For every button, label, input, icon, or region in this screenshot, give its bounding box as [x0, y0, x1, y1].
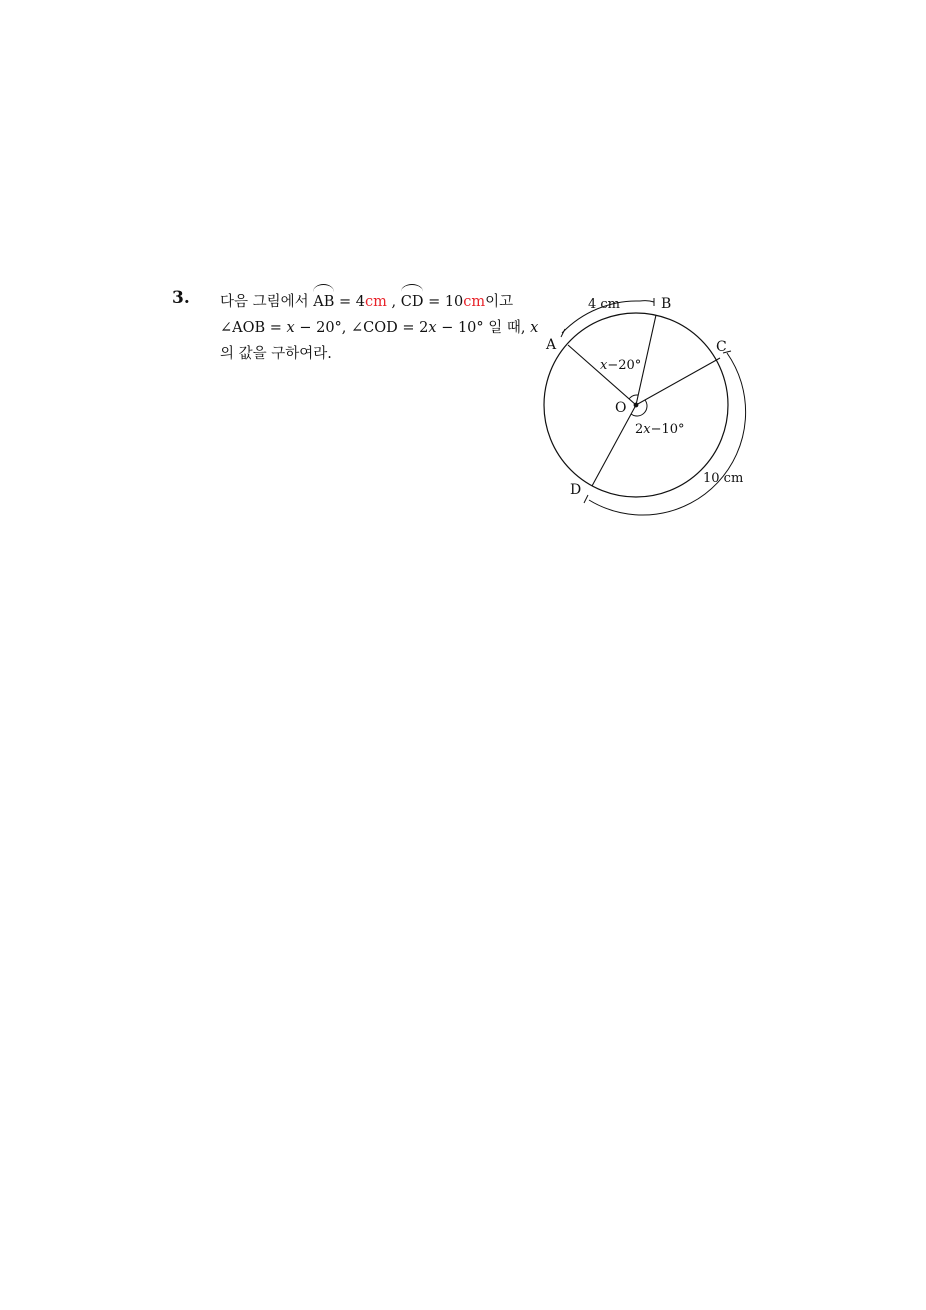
arc-ab-end-join — [640, 301, 654, 302]
arc-ab-length-label: 4 cm — [588, 297, 621, 312]
angle-aob-mark — [629, 395, 638, 399]
angle-cod-label-num: 2 — [635, 422, 644, 437]
arc-cd-length-label: 10 cm — [703, 471, 744, 486]
arc-cd-symbol: CD — [401, 287, 424, 315]
angle-aob-label-var: x — [600, 358, 608, 373]
cod-variable: x — [428, 320, 437, 336]
problem-korean-intro: 다음 그림에서 — [220, 294, 309, 310]
angle-aob-label-rest: −20° — [607, 358, 642, 373]
angle-aob-label — [600, 358, 641, 373]
problem-korean-when: 일 때, — [488, 320, 526, 336]
arc-cd-length: 10 — [444, 294, 464, 310]
point-b-label: B — [661, 296, 672, 312]
problem-korean-question: 의 값을 구하여라. — [220, 346, 332, 362]
arc-cd-unit: cm — [463, 294, 486, 310]
cod-constant: − 10° — [441, 320, 484, 336]
arc-ab-length: 4 — [355, 294, 366, 310]
angle-aob-symbol: ∠AOB — [220, 320, 266, 336]
radius-oc — [636, 358, 720, 405]
target-variable: x — [530, 320, 539, 336]
cod-coefficient: 2 — [419, 320, 429, 336]
aob-constant: − 20°, — [299, 320, 347, 336]
equals-sign-4: = — [402, 320, 415, 336]
equals-sign-2: = — [428, 294, 441, 310]
point-c-label: C — [716, 339, 727, 355]
equals-sign: = — [339, 294, 352, 310]
radius-oa — [568, 345, 636, 405]
angle-cod-label-rest: −10° — [650, 422, 685, 437]
angle-cod-symbol: ∠COD — [351, 320, 398, 336]
radius-od — [592, 405, 636, 486]
aob-variable: x — [286, 320, 295, 336]
point-d-label: D — [570, 482, 582, 498]
arc-ab-start-tick — [561, 329, 565, 337]
equals-sign-3: = — [269, 320, 282, 336]
arc-cd-end-tick — [584, 495, 588, 503]
problem-korean-and: 이고 — [485, 294, 514, 310]
point-a-label: A — [546, 337, 557, 353]
problem-number: 3. — [172, 288, 190, 308]
angle-cod-label — [635, 422, 685, 437]
point-o-label: O — [615, 400, 627, 416]
arc-ab-unit: cm — [365, 294, 387, 310]
center-point — [634, 403, 639, 408]
separator-comma: , — [391, 294, 397, 310]
angle-cod-label-var: x — [643, 422, 651, 437]
arc-ab-symbol: AB — [313, 287, 334, 315]
